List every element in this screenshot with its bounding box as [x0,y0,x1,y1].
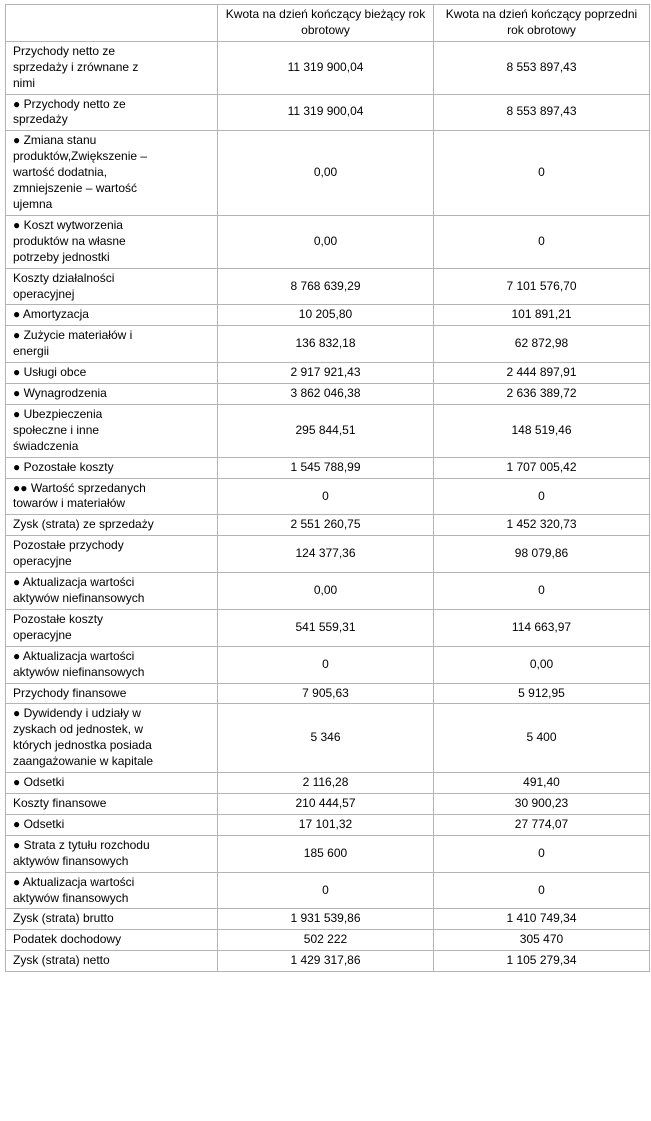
row-label: Zysk (strata) netto [6,951,218,972]
current-year-value: 3 862 046,38 [218,384,434,405]
current-year-value: 541 559,31 [218,609,434,646]
header-previous-year: Kwota na dzień kończący poprzedni rok obrotowy [434,5,650,42]
previous-year-value: 0 [434,131,650,216]
previous-year-value: 30 900,23 [434,793,650,814]
table-row [6,536,650,573]
current-year-value: 1 429 317,86 [218,951,434,972]
current-year-value: 0 [218,646,434,683]
current-year-value: 210 444,57 [218,793,434,814]
current-year-value: 10 205,80 [218,305,434,326]
table-row [6,268,650,305]
current-year-value: 136 832,18 [218,326,434,363]
table-row [6,773,650,794]
previous-year-value: 2 444 897,91 [434,363,650,384]
table-row [6,814,650,835]
current-year-value: 2 116,28 [218,773,434,794]
table-row [6,683,650,704]
row-label: ● Zmiana stanu produktów,Zwiększenie – wartość dodatnia, zmniejszenie – wartość ujemna [6,131,218,216]
table-row [6,94,650,131]
current-year-value: 0,00 [218,215,434,268]
row-label: ● Zużycie materiałów i energii [6,326,218,363]
table-row [6,930,650,951]
row-label: ● Aktualizacja wartości aktywów niefinansowych [6,573,218,610]
row-label: ●● Wartość sprzedanych towarów i materiałów [6,478,218,515]
previous-year-value: 1 452 320,73 [434,515,650,536]
current-year-value: 1 931 539,86 [218,909,434,930]
previous-year-value: 8 553 897,43 [434,94,650,131]
current-year-value: 7 905,63 [218,683,434,704]
table-row [6,404,650,457]
row-label: ● Wynagrodzenia [6,384,218,405]
header-row [6,5,650,42]
table-row [6,478,650,515]
profit-loss-table [5,4,650,972]
row-label: ● Odsetki [6,814,218,835]
row-label: Koszty finansowe [6,793,218,814]
previous-year-value: 1 410 749,34 [434,909,650,930]
table-row [6,215,650,268]
row-label: Pozostałe koszty operacyjne [6,609,218,646]
previous-year-value: 27 774,07 [434,814,650,835]
previous-year-value: 8 553 897,43 [434,41,650,94]
row-label: Przychody finansowe [6,683,218,704]
row-label: ● Koszt wytworzenia produktów na własne potrzeby jednostki [6,215,218,268]
previous-year-value: 148 519,46 [434,404,650,457]
table-row [6,384,650,405]
table-row [6,704,650,773]
row-label: Pozostałe przychody operacyjne [6,536,218,573]
row-label: ● Usługi obce [6,363,218,384]
current-year-value: 8 768 639,29 [218,268,434,305]
previous-year-value: 7 101 576,70 [434,268,650,305]
row-label: ● Odsetki [6,773,218,794]
previous-year-value: 0 [434,215,650,268]
table-row [6,951,650,972]
table-row [6,515,650,536]
table-row [6,909,650,930]
current-year-value: 0,00 [218,131,434,216]
current-year-value: 17 101,32 [218,814,434,835]
previous-year-value: 0 [434,872,650,909]
row-label: Zysk (strata) ze sprzedaży [6,515,218,536]
previous-year-value: 491,40 [434,773,650,794]
table-row [6,793,650,814]
previous-year-value: 101 891,21 [434,305,650,326]
table-row [6,457,650,478]
current-year-value: 1 545 788,99 [218,457,434,478]
previous-year-value: 0 [434,573,650,610]
previous-year-value: 5 912,95 [434,683,650,704]
previous-year-value: 305 470 [434,930,650,951]
table-row [6,326,650,363]
table-row [6,646,650,683]
previous-year-value: 0,00 [434,646,650,683]
row-label: ● Pozostałe koszty [6,457,218,478]
table-row [6,131,650,216]
row-label: ● Aktualizacja wartości aktywów niefinansowych [6,646,218,683]
previous-year-value: 5 400 [434,704,650,773]
row-label: Podatek dochodowy [6,930,218,951]
current-year-value: 124 377,36 [218,536,434,573]
row-label: ● Strata z tytułu rozchodu aktywów finansowych [6,835,218,872]
row-label: ● Amortyzacja [6,305,218,326]
previous-year-value: 0 [434,478,650,515]
previous-year-value: 1 105 279,34 [434,951,650,972]
table-row [6,305,650,326]
row-label: Przychody netto ze sprzedaży i zrównane z nimi [6,41,218,94]
current-year-value: 2 551 260,75 [218,515,434,536]
header-current-year: Kwota na dzień kończący bieżący rok obrotowy [218,5,434,42]
row-label: ● Przychody netto ze sprzedaży [6,94,218,131]
row-label: ● Ubezpieczenia społeczne i inne świadczenia [6,404,218,457]
row-label: Zysk (strata) brutto [6,909,218,930]
previous-year-value: 0 [434,835,650,872]
header-empty-cell [6,5,218,42]
row-label: ● Aktualizacja wartości aktywów finansowych [6,872,218,909]
previous-year-value: 114 663,97 [434,609,650,646]
current-year-value: 11 319 900,04 [218,41,434,94]
current-year-value: 2 917 921,43 [218,363,434,384]
current-year-value: 502 222 [218,930,434,951]
table-row [6,609,650,646]
financial-statement [5,4,650,972]
table-row [6,41,650,94]
previous-year-value: 2 636 389,72 [434,384,650,405]
current-year-value: 5 346 [218,704,434,773]
table-row [6,872,650,909]
current-year-value: 0,00 [218,573,434,610]
previous-year-value: 62 872,98 [434,326,650,363]
current-year-value: 11 319 900,04 [218,94,434,131]
table-row [6,573,650,610]
current-year-value: 0 [218,872,434,909]
row-label: Koszty działalności operacyjnej [6,268,218,305]
current-year-value: 185 600 [218,835,434,872]
previous-year-value: 1 707 005,42 [434,457,650,478]
previous-year-value: 98 079,86 [434,536,650,573]
row-label: ● Dywidendy i udziały w zyskach od jednostek, w których jednostka posiada zaangażowanie w kapitale [6,704,218,773]
table-row [6,835,650,872]
current-year-value: 0 [218,478,434,515]
table-row [6,363,650,384]
current-year-value: 295 844,51 [218,404,434,457]
